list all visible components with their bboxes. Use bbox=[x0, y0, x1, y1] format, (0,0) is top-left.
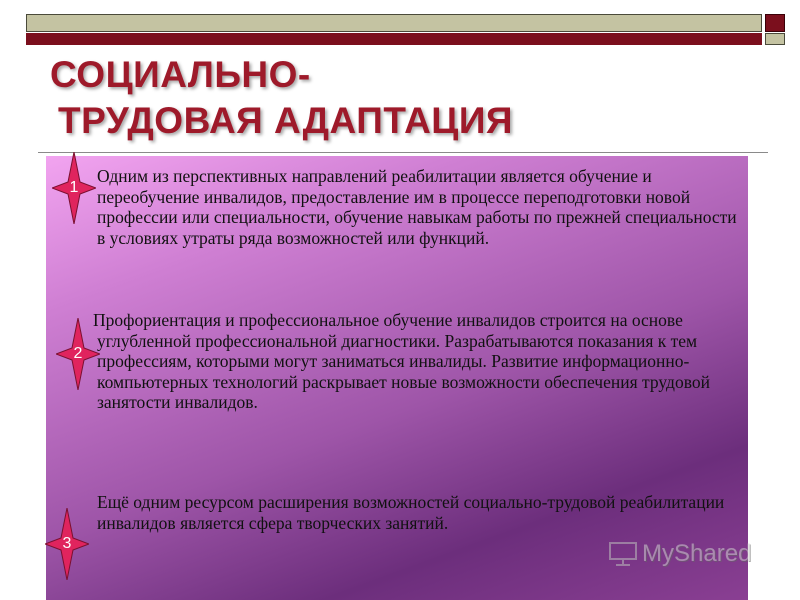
slide-title-line1: СОЦИАЛЬНО- bbox=[50, 54, 311, 95]
corner-decor-red-square bbox=[765, 14, 785, 32]
myshared-watermark bbox=[608, 538, 768, 570]
slide-title bbox=[50, 52, 513, 144]
top-decor-bar-olive bbox=[26, 14, 762, 32]
paragraph-2: Профориентация и профессиональное обучение инвалидов строится на основе углубленной профессиональной диагностики. Разрабатываются показания к тем профессиям, которыми могут заниматься инвалиды. Развитие информационно-компьютерных технологий раскрывает новые возможности обеспечения трудовой занятости инвалидов. bbox=[93, 310, 710, 412]
star-marker-2 bbox=[56, 318, 100, 390]
slide-title-line2: ТРУДОВАЯ АДАПТАЦИЯ bbox=[58, 100, 514, 141]
top-decor-bar-red bbox=[26, 33, 762, 45]
star-number-3: 3 bbox=[62, 535, 72, 552]
paragraph-3: Ещё одним ресурсом расширения возможностей социально-трудовой реабилитации инвалидов является сфера творческих занятий. bbox=[97, 492, 725, 533]
star-marker-3 bbox=[45, 508, 89, 580]
title-divider bbox=[38, 152, 768, 153]
watermark-text: MyShared bbox=[642, 540, 752, 567]
presentation-screen-icon bbox=[608, 541, 638, 567]
paragraph-1: Одним из перспективных направлений реабилитации является обучение и переобучение инвалидов, предоставление им в процессе переподготовки новой профессии или специальности, обучение навыкам работы по прежней специальности в условиях утраты ряда возможностей или функций. bbox=[97, 166, 737, 248]
corner-decor-olive-square bbox=[765, 33, 785, 45]
star-marker-1 bbox=[52, 152, 96, 224]
star-number-1: 1 bbox=[69, 179, 79, 196]
star-number-2: 2 bbox=[73, 345, 83, 362]
